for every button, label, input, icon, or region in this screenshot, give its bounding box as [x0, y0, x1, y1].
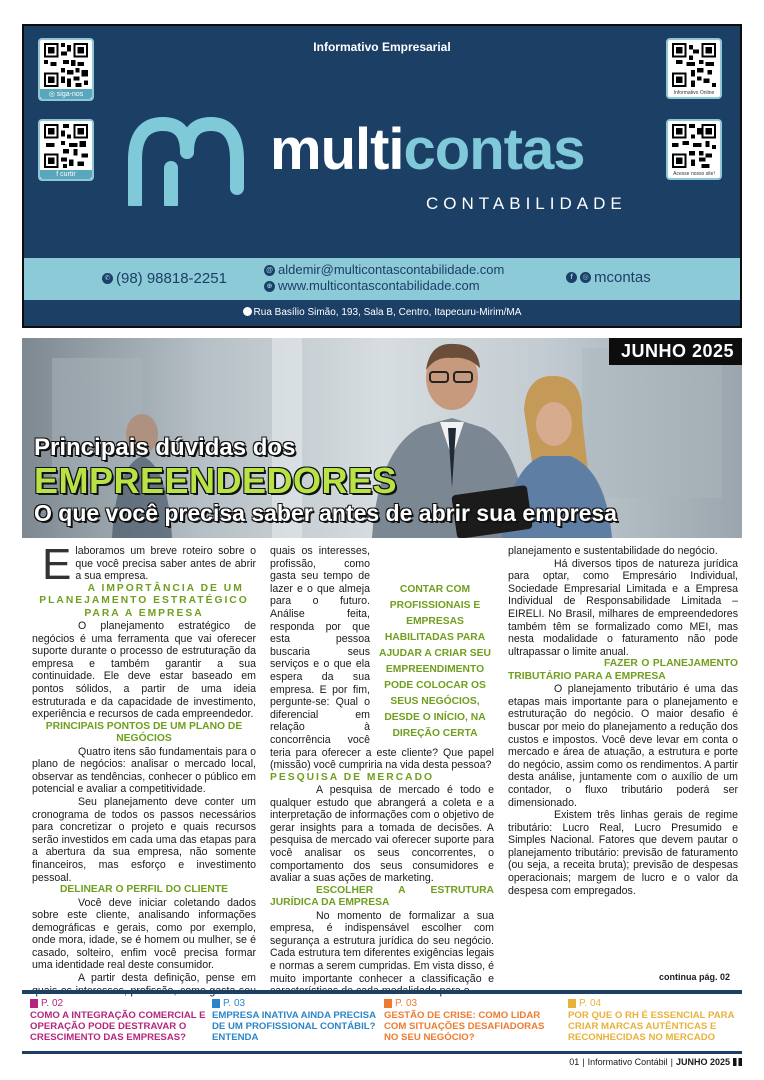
- facebook-icon: f: [56, 171, 59, 178]
- folio-publication: Informativo Contábil: [587, 1057, 668, 1067]
- folio-edition: JUNHO 2025: [675, 1057, 730, 1067]
- teaser-2[interactable]: [212, 998, 388, 1044]
- teaser-square-icon: [212, 999, 220, 1008]
- paragraph-continued: quais os interesses, profissão, como gasta seu tempo de lazer e o que almeja para o futuro. Análise feita, responda por que esta pessoa buscaria seus serviços e o que ela espera da sua empresa. E por fim, pergunte-se: Qual o diferencial em relação à concorrência você teria para oferecer a este cliente? Que papel (missão) você cumpriria na vida desta pessoa?: [270, 545, 494, 772]
- teaser-title: GESTÃO DE CRISE: COMO LIDAR COM SITUAÇÕES DESAFIADORAS NO SEU NEGÓCIO?: [384, 1010, 545, 1044]
- inside-teasers: [22, 990, 742, 1054]
- qr-icon: [672, 43, 716, 87]
- location-pin-icon: [243, 307, 252, 316]
- qr-code-site[interactable]: [666, 119, 722, 180]
- intro-text: laboramos um breve roteiro sobre o que você precisa saber antes de abrir a sua empresa.: [75, 545, 256, 583]
- paragraph: Há diversos tipos de natureza jurídica para optar, como Empresário Individual, Sociedade Empresarial Limitada e a Empresa Individual de Responsabilidade Limitada – EIRELI. No Brasil, milhares de empreendedores também têm se formalizado como MEI, mas nesta modalidade o faturamento não pode ultrapassar o limite anual.: [508, 557, 738, 658]
- facebook-icon: f: [566, 272, 577, 283]
- paragraph: O planejamento tributário é uma das etapas mais importante para o planejamento e estruturação do negócio. O maior desafio é buscar por meio do planejamento a redução dos custos e impostos. Você deve levar em conta o mercado e área de atuação, a estrutura e porte do negócio, assim como os rendimentos. A partir desta análise, juntamente com o auxílio de um contador, o fluxo tributário poderá ser dimensionado.: [508, 683, 738, 809]
- logo-subtitle: CONTABILIDADE: [426, 194, 627, 213]
- teaser-page-number: P. 02: [41, 998, 64, 1009]
- email-address: aldemir@multicontascontabilidade.com: [278, 262, 505, 277]
- headline-line-3: O que você precisa saber antes de abrir sua empresa: [34, 500, 617, 526]
- teaser-square-icon: [30, 999, 38, 1008]
- section-heading: PRINCIPAIS PONTOS DE UM PLANO DE NEGÓCIOS: [45, 720, 243, 745]
- hero-headline: [34, 434, 617, 527]
- instagram-icon: ◎: [48, 91, 55, 98]
- qr-label-text: siga-nos: [56, 91, 84, 98]
- paragraph-continued: planejamento e sustentabilidade do negócio.: [508, 545, 718, 557]
- section-heading: ESCOLHER A ESTRUTURA JURÍDICA DA EMPRESA: [270, 884, 494, 909]
- teaser-title: POR QUE O RH É ESSENCIAL PARA CRIAR MARCAS AUTÊNTICAS E RECONHECIDAS NO MERCADO: [568, 1010, 735, 1044]
- teaser-page: [568, 998, 744, 1009]
- paragraph: Existem três linhas gerais de regime tributário: Lucro Real, Lucro Presumido e Simples Nacional. Fatores que devem pautar o planejamento tributário: previsão de faturamento (ou seja, a receita bruta); previsão de despesas operacionais; margem de lucro e o valor da despesa com empregados.: [508, 809, 738, 897]
- section-heading: DELINEAR O PERFIL DO CLIENTE: [59, 884, 228, 896]
- phone-number: (98) 98818-2251: [116, 270, 227, 287]
- teaser-page-number: P. 03: [395, 998, 418, 1009]
- folio-bars-icon: [733, 1058, 742, 1066]
- instagram-icon: ◎: [580, 272, 591, 283]
- paragraph: O planejamento estratégico de negócios é uma ferramenta que vai oferecer suporte durante o processo de estruturação da empresa e também garantir a sua continuidade. Ele deve estar baseado em pontos sólidos, a partir de uma ideia estruturada e da capacidade de investimento, experiência e recursos de cada empreendedor.: [32, 620, 256, 721]
- contact-phone[interactable]: [102, 270, 227, 287]
- hero-banner: [22, 338, 742, 538]
- teaser-title: COMO A INTEGRAÇÃO COMERCIAL E OPERAÇÃO PODE DESTRAVAR O CRESCIMENTO DAS EMPRESAS?: [30, 1010, 206, 1044]
- logo-word-contas: contas: [403, 117, 585, 182]
- teaser-page-number: P. 04: [579, 998, 602, 1009]
- globe-icon: ⊕: [264, 281, 275, 292]
- contact-bar: [24, 258, 740, 300]
- address-line: [24, 307, 740, 318]
- teaser-page: [212, 998, 388, 1009]
- headline-line-1: Principais dúvidas dos: [34, 434, 296, 461]
- qr-icon: [672, 124, 716, 168]
- contact-links: [264, 262, 504, 294]
- qr-label-online: Informativo Online: [668, 89, 720, 97]
- email-icon: @: [264, 265, 275, 276]
- paragraph: A partir desta definição, pense em quais os interesses, profissão, como gasta seu: [32, 972, 256, 997]
- logo-mark-icon: [127, 116, 247, 206]
- teaser-square-icon: [384, 999, 392, 1008]
- qr-icon: [44, 124, 88, 168]
- folio-page: 01: [569, 1057, 580, 1067]
- section-heading: FAZER O PLANEJAMENTO TRIBUTÁRIO PARA A EMPRESA: [508, 658, 738, 682]
- qr-code-facebook[interactable]: [38, 119, 94, 181]
- article-column-3: [508, 545, 738, 897]
- logo-wordmark: [270, 116, 585, 183]
- qr-code-instagram[interactable]: [38, 38, 94, 101]
- contact-social[interactable]: [566, 269, 651, 286]
- article-column-2: [270, 545, 494, 998]
- folio-separator: |: [582, 1057, 585, 1067]
- section-heading: A IMPORTÂNCIA DE UM PLANEJAMENTO ESTRATÉGICO PARA A EMPRESA: [39, 582, 249, 619]
- paragraph: A pesquisa de mercado é todo e qualquer estudo que abrangerá a coleta e a interpretação de informações com o objetivo de gerar insights para a tomada de decisões. A pesquisa de mercado vai oferecer suporte para você analisar os seus concorrentes, o comportamento dos seus consumidores e avaliar a suas ações de marketing.: [270, 784, 494, 885]
- pull-quote: CONTAR COM PROFISSIONAIS E EMPRESAS HABILITADAS PARA AJUDAR A CRIAR SEU EMPREENDIMENTO PODE COLOCAR OS SEUS NEGÓCIOS, DESDE O INÍCIO, NA DIREÇÃO CERTA: [379, 584, 491, 739]
- section-heading: PESQUISA DE MERCADO: [270, 771, 435, 783]
- teaser-1[interactable]: [30, 998, 206, 1044]
- dropcap: E: [42, 540, 72, 589]
- teaser-page: [384, 998, 560, 1009]
- logo-word-multi: multi: [270, 117, 404, 182]
- paragraph: Você deve iniciar coletando dados sobre este cliente, analisando informações demográficas e gerais, como por exemplo, onde mora, idade, se é homem ou mulher, se é casado, solteiro, enfim você precisa formar uma identidade real deste consumidor.: [32, 896, 256, 972]
- teaser-square-icon: [568, 999, 576, 1008]
- teaser-4[interactable]: [568, 998, 744, 1044]
- headline-line-2: EMPREENDEDORES: [34, 460, 398, 501]
- article-column-1: [32, 540, 256, 998]
- qr-label-facebook: [40, 170, 92, 179]
- address-text: Rua Basílio Simão, 193, Sala B, Centro, Itapecuru-Mirim/MA: [253, 307, 522, 318]
- main-article: [32, 540, 738, 998]
- masthead: [22, 24, 742, 328]
- whatsapp-icon: ✆: [102, 273, 113, 284]
- teaser-3[interactable]: [384, 998, 560, 1044]
- edition-month-badge: JUNHO 2025: [609, 338, 742, 365]
- teaser-page: [30, 998, 206, 1009]
- teaser-title: EMPRESA INATIVA AINDA PRECISA DE UM PROFISSIONAL CONTÁBIL? ENTENDA: [212, 1010, 376, 1044]
- paragraph: Seu planejamento deve conter um cronograma de todos os passos necessários para concretizar o projeto e quais recursos serão investidos em cada uma das etapas para a abertura da sua empresa, não somente financeiros, mas esforço e investimento pessoal.: [32, 795, 256, 884]
- website-url: www.multicontascontabilidade.com: [278, 278, 480, 293]
- article-intro: [32, 540, 256, 589]
- folio-separator: |: [670, 1057, 673, 1067]
- contact-email[interactable]: [264, 262, 504, 278]
- qr-label-instagram: [40, 89, 92, 99]
- paragraph: No momento de formalizar a sua empresa, é indispensável escolher com segurança a estrutura jurídica do seu negócio. Cada estrutura tem diferentes exigências legais e normas a serem cumpridas. Em vista disso, é muito importante conhecer a classificação e características de cada modalidade para o: [270, 909, 494, 998]
- social-handle: mcontas: [594, 269, 651, 286]
- qr-icon: [44, 43, 88, 87]
- qr-label-site: Acesse nosso site!: [668, 170, 720, 178]
- paragraph: Quatro itens são fundamentais para o plano de negócios: analisar o mercado local, observar as tendências, conhecer o público em potencial e avaliar a competitividade.: [32, 745, 256, 796]
- qr-code-online[interactable]: [666, 38, 722, 99]
- contact-website[interactable]: [264, 278, 504, 294]
- page-folio: [569, 1057, 742, 1067]
- teaser-page-number: P. 03: [223, 998, 246, 1009]
- masthead-tagline: Informativo Empresarial: [313, 40, 451, 54]
- continued-on-page[interactable]: continua pág. 02: [658, 972, 730, 982]
- qr-label-text: curtir: [60, 171, 76, 178]
